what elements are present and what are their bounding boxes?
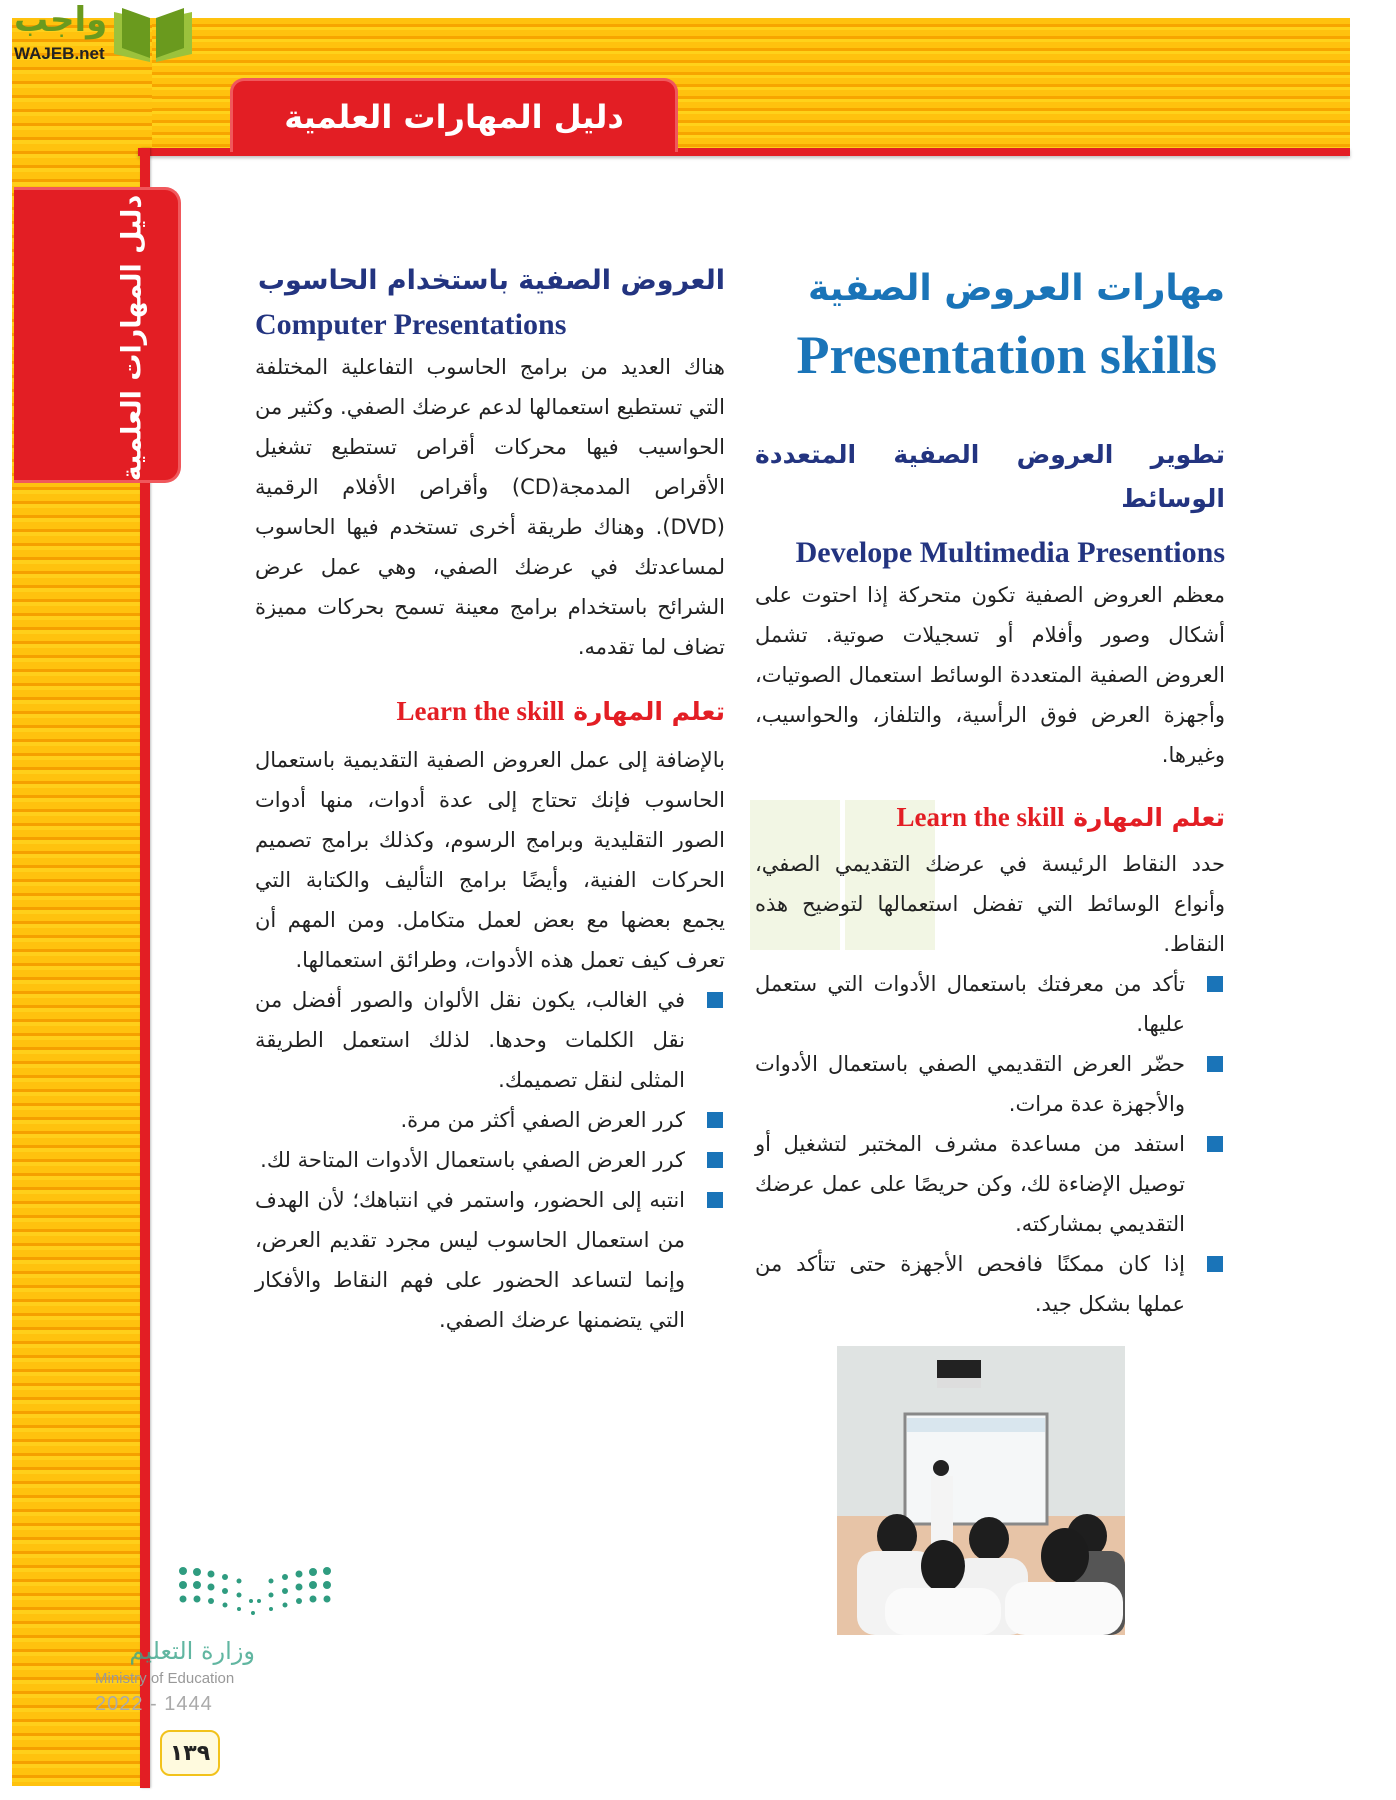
page-number: ١٣٩ [160, 1730, 220, 1776]
multimedia-intro: معظم العروض الصفية تكون متحركة إذا احتوت على أشكال وصور وأفلام أو تسجيلات صوتية. تشمل العروض الصفية المتعددة الوسائط استعمال الصوتيات، وأجهزة العرض فوق الرأسية، والتلفاز، والحواسيب، وغيرها. [755, 583, 1225, 767]
list-item [255, 1100, 725, 1140]
list-item-text: في الغالب، يكون نقل الألوان والصور أفضل من نقل الكلمات وحدها. لذلك استعمل الطريقة المثلى لنقل تصميمك. [255, 988, 685, 1092]
list-item [755, 964, 1225, 1044]
square-bullet-icon [1207, 1136, 1223, 1152]
square-bullet-icon [707, 1192, 723, 1208]
list-item-text: إذا كان ممكنًا فافحص الأجهزة حتى تتأكد من عملها بشكل جيد. [755, 1252, 1185, 1316]
right-column [755, 261, 1225, 1635]
list-item [755, 1124, 1225, 1244]
list-item [255, 1180, 725, 1340]
logo-latin: WAJEB.net [14, 44, 105, 63]
side-tab [14, 187, 181, 483]
square-bullet-icon [1207, 1056, 1223, 1072]
learn-heading-en: Learn the skill [396, 696, 565, 726]
list-item-text: كرر العرض الصفي أكثر من مرة. [400, 1108, 685, 1132]
list-item-text: كرر العرض الصفي باستعمال الأدوات المتاحة لك. [260, 1148, 685, 1172]
ministry-of-education-logo [95, 1565, 355, 1725]
list-item [755, 1244, 1225, 1324]
side-tab-label: دليل المهارات العلمية [116, 194, 148, 482]
learn-heading [755, 795, 1225, 840]
square-bullet-icon [707, 1152, 723, 1168]
book-icon [110, 6, 196, 64]
learn-body: بالإضافة إلى عمل العروض الصفية التقديمية باستعمال الحاسوب فإنك تحتاج إلى عدة أدوات، منها أدوات الصور التقليدية وبرامج الرسوم، وكذلك برامج تصميم الحركات الفنية، وأيضًا برامج التأليف والكتابة التي يجمع بعضها مع بعض لعمل متكامل. ومن المهم أن تعرف كيف تعمل هذه الأدوات، وطرائق استعمالها. [255, 748, 725, 972]
classroom-presentation-photo [837, 1346, 1125, 1635]
left-column [255, 259, 725, 1340]
learn-body: حدد النقاط الرئيسة في عرضك التقديمي الصفي، وأنواع الوسائط التي تفضل استعمالها لتوضيح هذه النقاط. [755, 852, 1225, 956]
list-item [755, 1044, 1225, 1124]
tips-list [755, 964, 1225, 1324]
section-title-ar: مهارات العروض الصفية [807, 268, 1225, 309]
wajeb-logo[interactable] [10, 0, 192, 67]
computer-intro: هناك العديد من برامج الحاسوب التفاعلية المختلفة التي تستطيع استعمالها لدعم عرضك الصفي. وكثير من الحواسيب فيها محركات أقراص تستطيع تشغيل الأقراص المدمجة(CD) وأقراص الأفلام الرقمية (DVD). وهناك طريقة أخرى تستخدم فيها الحاسوب لمساعدتك في عرضك الصفي، وهي عمل عرض الشرائح باستخدام برامج معينة تسمح بحركات مميزة تضاف لما تقدمه. [255, 355, 725, 659]
list-item [255, 1140, 725, 1180]
header-tab-label: دليل المهارات العلمية [284, 97, 624, 136]
chapter-header-tab [230, 78, 678, 152]
learn-heading-en: Learn the skill [896, 802, 1065, 832]
square-bullet-icon [1207, 1256, 1223, 1272]
left-heading-en: Computer Presentations [255, 308, 567, 341]
square-bullet-icon [1207, 976, 1223, 992]
square-bullet-icon [707, 1112, 723, 1128]
learn-heading-ar: تعلم المهارة [1073, 803, 1225, 832]
list-item-text: تأكد من معرفتك باستعمال الأدوات التي ستعمل عليها. [755, 972, 1185, 1036]
top-decorative-band [12, 18, 1350, 158]
ministry-dots-icon [175, 1565, 335, 1625]
list-item [255, 980, 725, 1100]
list-item-text: حضّر العرض التقديمي الصفي باستعمال الأدوات والأجهزة عدة مرات. [755, 1052, 1185, 1116]
ministry-name-en: Ministry of Education [95, 1670, 235, 1687]
learn-heading-ar: تعلم المهارة [573, 697, 725, 726]
subheading-ar: تطوير العروض الصفية المتعددة الوسائط [755, 440, 1225, 513]
left-heading-ar: العروض الصفية باستخدام الحاسوب [257, 265, 725, 296]
list-item-text: استفد من مساعدة مشرف المختبر لتشغيل أو توصيل الإضاءة لك، وكن حريصًا على عمل عرضك التقديمي بمشاركته. [755, 1132, 1185, 1236]
tips-list [255, 980, 725, 1340]
list-item-text: انتبه إلى الحضور، واستمر في انتباهك؛ لأن الهدف من استعمال الحاسوب ليس مجرد تقديم العرض، وإنما لتساعد الحضور على فهم النقاط والأفكار التي يتضمنها عرضك الصفي. [255, 1188, 685, 1332]
edition-year: 2022 - 1444 [95, 1693, 213, 1715]
section-title-en: Presentation skills [796, 325, 1217, 385]
learn-heading [255, 689, 725, 734]
square-bullet-icon [707, 992, 723, 1008]
logo-arabic: واجب [14, 0, 108, 40]
subheading-en: Develope Multimedia Presentions [795, 536, 1225, 569]
ministry-name-ar: وزارة التعليم [129, 1637, 255, 1665]
